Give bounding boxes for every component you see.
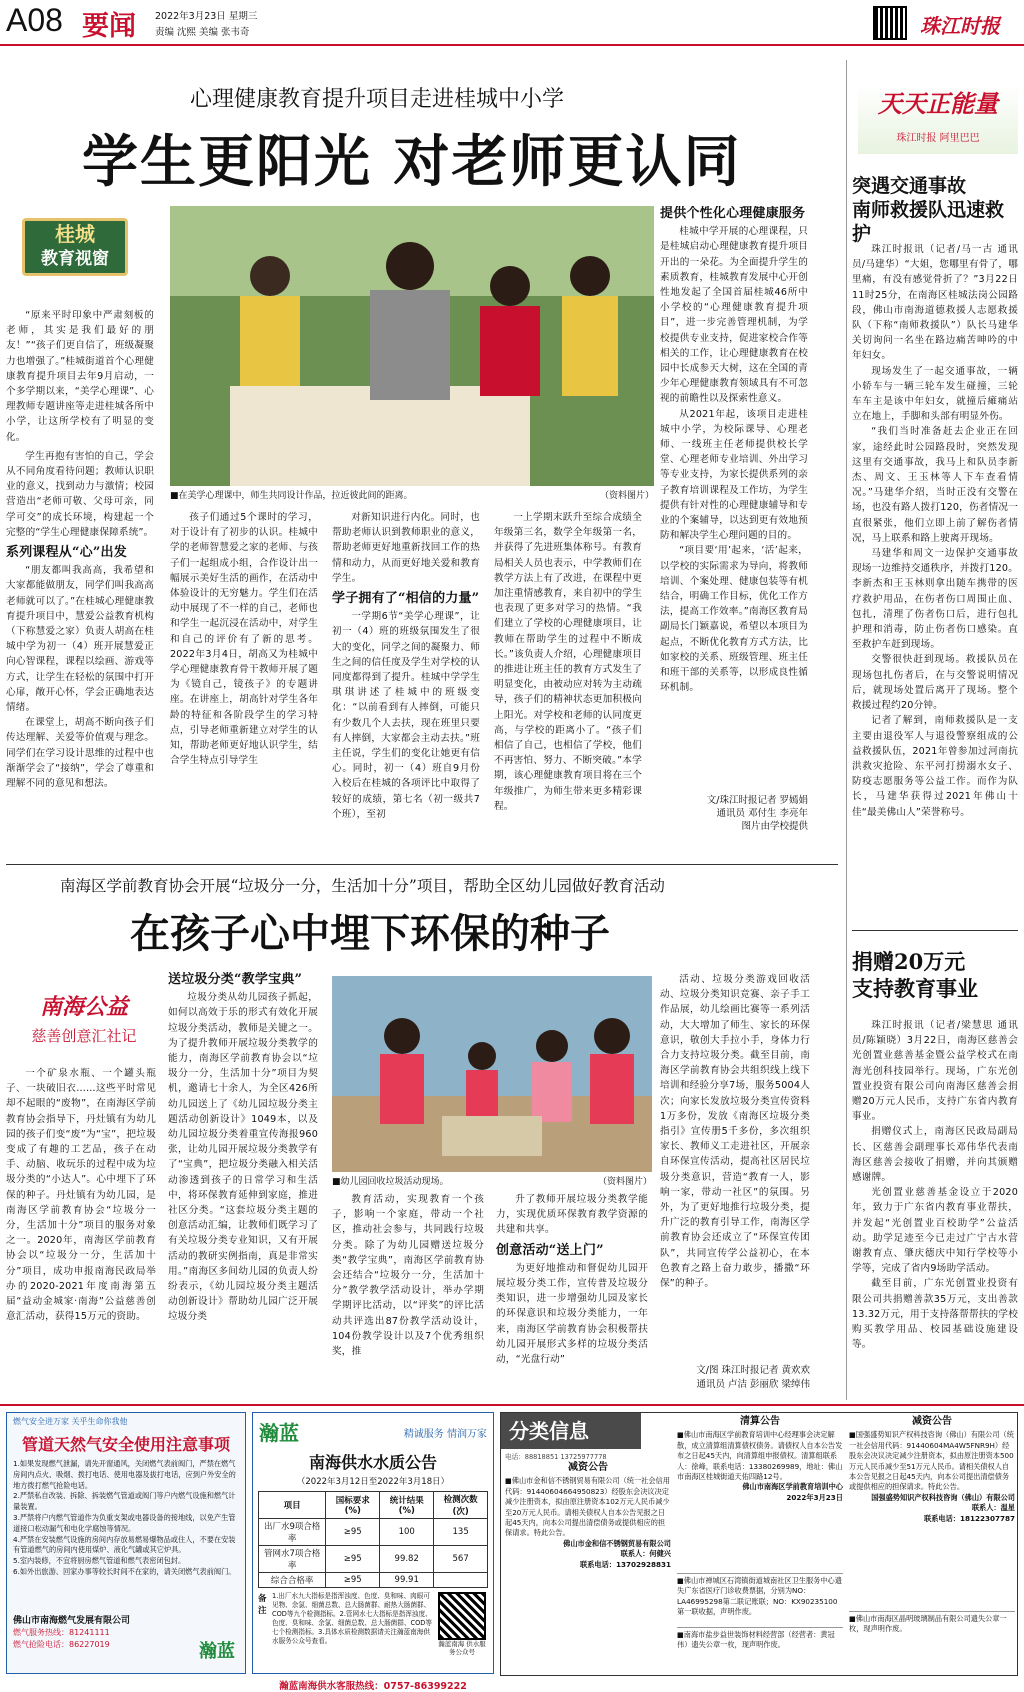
water-hotline: 瀚蓝南海供水客服热线：0757-86399222 — [279, 1681, 467, 1692]
story2-col2: 送垃圾分类“教学宝典” 垃圾分类从幼儿园孩子抓起，如何以高效于乐的形式有效化开展垃圾分类活动，教师是关键之一。为了提升教师开展垃圾分类教学的能力，南海区学前教育协会以“垃圾分一分，生活加十分”项目为契机，邀请七十余人，为全区426所幼儿园送上了《幼儿园垃圾分类主题活动创新设计》1049本，以及幼儿园垃圾分类着重宣传海报960张，让幼儿园开展垃圾分类教学有了“宝典”，把垃圾分类融入相关活动渗透到孩子的日常学习和生活中，将环保教育延伸到家庭，推进社区分类。“这套垃圾分类主题的创意活动汇编，让教师们既学习了有关垃圾分类专业知识，又有开展活动的教研实例指南，真是非常实用。”南海区多间幼儿园的负责人纷纷表示，《幼儿园垃圾分类主题活动创新设计》帮助幼儿园广泛开展垃圾分类 — [168, 972, 318, 1323]
story1-subhead-3: 提供个性化心理健康服务 — [660, 206, 806, 221]
classified-ad-company: 国强盛势知识产权科技咨询（佛山）有限公司 — [871, 1492, 1015, 1502]
positive-energy-banner — [858, 84, 1018, 154]
gas-item: 6.如外出旅游、回家办事等较长时间不在家的，请关闭燃气表前阀门。 — [13, 1566, 236, 1576]
accident-headline: 突遇交通事故 南师救援队迅速救护 — [852, 175, 1005, 245]
water-quality-ad — [252, 1412, 494, 1692]
right-column-divider — [846, 60, 847, 1400]
gas-item: 4.严禁在安装燃气设施的房间内存放易燃易爆物品或住人，不要在安装有管道燃气的房间内使用煤炉、液化气罐或其它炉具。 — [13, 1534, 236, 1555]
masthead-rule — [0, 44, 1024, 46]
water-table-header: 统计结果(%) — [380, 1492, 434, 1519]
story1-col1: “原来平时印象中严肃刻板的老师，其实是我们最好的朋友！”“孩子们更自信了，班级凝聚力也增强了。”桂城街道首个心理健康教育提升项目去年9月启动，一个多学期以来，“美学心理课”、心理教师专题讲座等走进桂城各所中小学，让这所学校有了明显的变化。 学生再抱有害怕的自己，学会从不同角度看待问题；教师认识职业的意义，找到动力与激情；校园营造出“老师可敬、父母可亲，同学可交”的成长环境，构建起一个完整的“学生心理健康保障系统”。 系列课程从“心”出发 “朋友都叫我高高，我希望和大家都能做朋友，同学们叫我高高老师就可以了。”在桂城心理健康教育提升项目中，慧爱公益教育机构（下称慧爱之家）负责人胡高在桂城中学为初一（4）班开展慧爱正向心智课程，课程以绘画、游戏等方式，让学生在轻松的氛围中打开心扉，敞开心怀，学会正确地表达情绪。 在课堂上，胡高不断向孩子们传达理解、关爱等价值观与理念。同学们在学习设计思维的过程中也渐渐学会了“接纳”，学会了尊重和理解不同的意见和想法。 — [6, 310, 154, 790]
water-period: （2022年3月12日至2022年3月18日） — [296, 1477, 450, 1487]
story2-subhead-2: 创意活动“送上门” — [496, 1242, 604, 1258]
classified-ad-title: 清算公告 — [740, 1416, 780, 1427]
story1-subhead-1: 系列课程从“心”出发 — [6, 545, 127, 561]
classified-ad-phone: 联系电话：18122307787 — [924, 1513, 1015, 1523]
gas-item: 5.室内装修，不宜将厨房燃气管道和燃气表密闭包封。 — [13, 1556, 186, 1566]
qr-code-icon — [438, 1592, 486, 1640]
story1-col2: 孩子们通过5个课时的学习，对于设计有了初步的认识。桂城中学的老师智慧爱之家的老师、与孩子们一起组成小组，合作设计出一幅展示美好生活的画作，在活动中体验设计的无穷魅力。学生们在活动中展现了不一样的自己，老师也和学生一起沉浸在活动中，对学生和自己的评价有了新的思考。2022年3月4日，胡高又为桂城中学心理健康教育骨干教师开展了题为《镜自己，镜孩子》的专题讲座。在讲座上，胡高针对学生各年龄的特征和各阶段学生的学习特点，引导老师重新建立对学生的认知，帮助老师更好地认识学生，结合学生特点引导学生 — [170, 512, 318, 767]
water-note-label: 备注 — [258, 1594, 267, 1616]
bottom-divider — [0, 1404, 1024, 1406]
water-table-cell: 99.82 — [380, 1546, 434, 1573]
water-table-header: 项目 — [259, 1492, 326, 1519]
gas-tag: 燃气安全进万家 关乎生命你我他 — [13, 1417, 128, 1426]
paper-logo: 珠江时报 — [920, 14, 1000, 38]
water-table-row — [259, 1519, 488, 1546]
gas-hotline-2: 燃气抢险电话：86227019 — [13, 1640, 110, 1649]
story1-headline: 学生更阳光 对老师更认同 — [82, 130, 742, 195]
gas-safety-ad — [6, 1412, 246, 1674]
kindergarten-photo-illustration — [332, 976, 652, 1172]
story-divider — [6, 864, 838, 865]
classified-section — [500, 1412, 1018, 1676]
water-table-cell: ≥95 — [326, 1573, 380, 1588]
gas-company: 佛山市南海燃气发展有限公司 — [13, 1616, 131, 1626]
story1-photo-caption: ■在美学心理课中，师生共同设计作品，拉近彼此间的距离。 （资料图片） — [170, 491, 654, 501]
story1-col4: 一上学期末跃升至综合成绩全年级第三名，数学全年级第一名，并获得了先进班集体称号。有教育局相关人员也表示，中学教师们在教学方法上有了改进，在课程中更加注重情感教育，来自初中的学生也表现了更多对学习的热情。“我们建立了学校的心理健康项目，让教师在帮助学生的过程中不断成长。”该负责人介绍，心理健康项目的推进让班主任的教育方式发生了明显变化，由被动应对转为主动疏导，孩子们的精神状态更加积极向上阳光。对学校和老师的认同度更高，与学校的距离小了。“孩子们相信了自己，也相信了学校，他们不再害怕、努力、不断突破。”本学期，该心理健康教育项目将在三个年级推广，为师生带来更多精彩课程。 — [494, 512, 642, 812]
lost-notice: ■佛山市南海区晶明玻璃制品有限公司遗失公章一枚，现声明作废。 — [849, 1611, 1015, 1635]
water-quality-table — [258, 1491, 488, 1588]
water-brand-logo: 瀚蓝 — [259, 1421, 299, 1445]
classroom-photo-illustration — [170, 206, 654, 486]
column-badge — [22, 218, 128, 276]
story1-subhead-2: 学子拥有了“相信的力量” — [332, 591, 480, 607]
donation-headline: 捐赠20万元 支持教育事业 — [852, 949, 978, 1001]
story2-photo — [332, 976, 652, 1172]
water-table-cell: 100 — [380, 1519, 434, 1546]
water-table-header: 检测次数(次) — [434, 1492, 488, 1519]
badge-line2: 教育视窗 — [41, 249, 109, 269]
classified-ad-contact: 联系人：何健兴 — [620, 1549, 671, 1559]
classified-phone: 电话：88818851 13725977778 — [505, 1453, 607, 1461]
story1-photo — [170, 206, 654, 486]
water-slogan: 精诚服务 情润万家 — [403, 1429, 487, 1440]
story1-kicker: 心理健康教育提升项目走进桂城中小学 — [190, 87, 565, 112]
classified-header — [501, 1413, 641, 1449]
water-table-cell: 135 — [434, 1519, 488, 1546]
classified-ad-title: 减资公告 — [912, 1416, 952, 1427]
accident-story: 珠江时报讯（记者/马一古 通讯员/马建华）“大姐，您哪里有骨了，哪里痛，有没有感觉骨折了？”3月22日11时25分，在南海区桂城法岗公园路段，佛山市南海道德救援人志愿救援队（下称“南师救援队”）队长马建华关切询问一名坐在路边痛苦呻吟的中年妇女。 现场发生了一起交通事故，一辆小轿车与一辆三轮车发生碰撞，三轮车车主是该中年妇女，就撞后瘫痛站立在地上，手脚和头部有明显外伤。 “我们当时准备赶去企业正在回家，途经此时公园路段时，突然发现这里有交通事故，我马上和队员李新杰、周文、王玉林等人下车查看情况。”马建华介绍，当时正没有交警在场，也没有路人拨打120，伤者情况一直很紧张，他们立即上前了解伤者情况，马上联系和路上驶离开现场。 马建华和周文一边保护交通事故现场一边维持交通秩序，并拨打120。李新杰和王玉林则拿出随车携带的医疗救护用品，在伤者伤口周围止血、包扎，清理了伤者伤口后，进行包扎护理和消毒，防止伤者伤口感染。直至救护车赶到现场。 交警很快赶到现场。救援队员在现场包扎伤者后，在与交警说明情况后，就现场处置后离开了现场。整个救援过程约20分钟。 记者了解到，南师救援队是一支主要由退役军人与退役警察组成的公益救援队伍，2021年曾参加过河南抗洪救灾抢险、东平河打捞溺水女子、防疫志愿服务等公益工作。而作为队长，马建华获得过2021年佛山十佳“最美佛山人”荣誉称号。 — [852, 244, 1018, 818]
classified-ad-text: ■佛山市南海区学前教育培训中心经理事会决定解散，成立清算组清算债权债务。请债权人自本公告发布之日起45天内，向清算组申报债权。清算组联系人：徐峰，联系电话：13380269989，地址：佛山市南海区桂城街道天佑四路12号。 — [677, 1430, 843, 1482]
story2-col3a: 教育活动，实现教育一个孩子，影响一个家庭，带动一个社区，推动社会参与，共同践行垃圾分类。除了为幼儿园赠送垃圾分类“教学宝典”，南海区学前教育协会还结合“垃圾分一分，生活加十分”教学教学活动设计，举办学期学期评比活动，以“评奖”的评比活动共评选出87份教学活动设计，104份教学设计以及7个优秀组织奖，推 — [332, 1194, 484, 1358]
right-column-rule — [852, 930, 1018, 931]
charity-logo — [14, 990, 154, 1052]
story1-col3: 对新知识进行内化。同时，也帮助老师认识到教师职业的意义，帮助老师更好地重新找回工作的热情和动力，从而更好地关爱和教育学生。 学子拥有了“相信的力量” 一学期6节“美学心理课”，让初一（4）班的班级氛围发生了很大的变化，同学之间的凝聚力、师生之间的信任度及学生对学校的认同度都得到了提升。桂城中学学生琪琪讲述了桂城中的班级变化：“以前看到有人摔倒，可能只有少数几个人去扶，现在班里只要有人摔倒，大家都会主动去扶。”班主任说，学生们的变化让她更有信心。同时，初一（4）班自9月份入校后在桂城的各项评比中取得了较好的成绩，第七名（初一级共7个班），至初 — [332, 512, 480, 820]
editors: 责编 沈熙 美编 张韦奇 — [155, 27, 250, 38]
water-table-cell: 综合合格率 — [259, 1573, 326, 1588]
story2-byline: 文/图 珠江时报记者 黄欢欢 通讯员 卢洁 彭丽欣 梁绰伟 — [696, 1365, 810, 1390]
banner-title: 天天正能量 — [878, 89, 998, 118]
charity-logo-line1: 南海公益 — [39, 994, 128, 1020]
water-table-cell: 管网水7项合格率 — [259, 1546, 326, 1573]
water-table-row — [259, 1546, 488, 1573]
story2-kicker: 南海区学前教育协会开展“垃圾分一分，生活加十分”项目，帮助全区幼儿园做好教育活动 — [60, 877, 665, 895]
water-qr-label: 瀚蓝南海 供水服务公众号 — [438, 1640, 486, 1656]
classified-ad-text: ■佛山市金和信不锈钢贸易有限公司（统一社会信用代码：91440604664950823）经股东会决议决定减少注册资本，拟由原注册资本102万元人民币减少至20万元人民币。请相关债权人自本公告见报之日起45天内，向本公司提出清偿债务或提供相应的担保请求。特此公告。 — [505, 1476, 670, 1538]
lost-notice: ■佛山市禅城区石湾镇街道城南社区卫生服务中心遗失广东省医疗门诊收费票据，分别为NO：LA46995298第二联记账联；NO：KX90235100第一联收据，声明作废。 — [677, 1573, 843, 1618]
lost-notice: ■南海市盐步益世装饰材料经营部（经营者：黄冠伟）遗失公章一枚，现声明作废。 — [677, 1627, 843, 1651]
gas-item: 2.严禁私自改装、拆除、拆装燃气管道或阀门等户内燃气设施和燃气计量装置。 — [13, 1491, 236, 1512]
classified-ad — [677, 1417, 843, 1503]
classified-ad-date: 2022年3月23日 — [786, 1492, 843, 1502]
classified-ad-phone: 联系电话：13702928831 — [580, 1559, 671, 1569]
water-table-cell — [434, 1573, 488, 1588]
issue-date: 2022年3月23日 星期三 — [155, 11, 258, 22]
story2-photo-caption: ■幼儿园回收垃圾活动现场。 （资料图片） — [332, 1177, 652, 1187]
story1-col5: 提供个性化心理健康服务 桂城中学开展的心理课程，只是桂城启动心理健康教育提升项目开出的一朵花。为全面提升学生的素质教育，桂城教育发展中心开创性地发起了全国首届桂城46所中小学校的“心理健康教育提升项目”，进一步完善管理机制，为学校提供专业支持，促进家校合作等相关的工作，让心理健康教育在校园中长成参天大树，这在全国的青少年心理健康教育领域具有不可忽视的前瞻性以及探索性意义。 从2021年起，该项目走进桂城中小学，为校际课导、心理老师、一线班主任老师提供校长学堂、心理老师专业培训、外出学习等专业支持，为家长提供系列的亲子教育培训课程及工作坊，为学生提供有针对性的心理健康辅导和专业的个案辅导，以达到更有效地预防和解决学生心理问题的目的。 “项目要‘用’起来，‘活’起来，以学校的实际需求为导向，将教师培训、个案处理、健康包装等有机结合，明确工作目标，优化工作方法，提高工作效率。”南海区教育局副局长门颖嘉说，希望以本项目为起点，不断优化教育方式方法，比如家校的关系、班级管理、班主任和班干部的关系等，以形成良性循环机制。 — [660, 206, 808, 694]
gas-items-list — [7, 1459, 245, 1609]
water-table-cell: ≥95 — [326, 1546, 380, 1573]
water-table-cell: ≥95 — [326, 1519, 380, 1546]
classified-ad-contact: 联系人：温星 — [971, 1503, 1015, 1513]
water-title: 南海供水水质公告 — [308, 1453, 437, 1472]
classified-title: 分类信息 — [509, 1419, 589, 1443]
water-table-cell: 567 — [434, 1546, 488, 1573]
classified-ad-company: 佛山市金和信不锈钢贸易有限公司 — [563, 1538, 671, 1548]
gas-item: 3.严禁将户内燃气管道作为负重支架或电器设备的接地线，以免产生管道接口松动漏气和电化学腐蚀等情况。 — [13, 1512, 236, 1533]
classified-ad-text: ■国强盛势知识产权科技咨询（佛山）有限公司（统一社会信用代码：91440604MA4W5FNR9H）经股东会决议决定减少注册资本，拟由原注册资本500万元人民币减少至51万元人民币。请相关债权人自本公告见报之日起45天内，向本公司提出清偿债务或提供相应的担保请求。特此公告。 — [849, 1430, 1014, 1492]
water-table-cell: 99.91 — [380, 1573, 434, 1588]
charity-logo-line2: 慈善创意汇社记 — [31, 1027, 137, 1045]
story2-subhead-1: 送垃圾分类“教学宝典” — [168, 972, 303, 987]
page-number: A08 — [6, 2, 63, 38]
masthead — [0, 0, 1024, 44]
story2-col4: 活动、垃圾分类游戏回收活动、垃圾分类知识竞赛、亲子手工作品展，幼儿绘画比赛等一系列活动，大大增加了师生、家长的环保意识，敬创大手拉小手，身体力行合力支持垃圾分类。截至目前，南海区学前教育协会共组织线上线下培训和经验分享7场，服务5004人次；向家长发放垃圾分类宣传资料1万多份，发放《南海区垃圾分类指引》宣传册5千多份，多次组织家长、教师义工走进社区，开展亲自环保宣传活动，提高社区居民垃圾分类意识，营造“教育一人，影响一家，带动一社区”的氛围。另外，为了更好地推行垃圾分类，提升广泛的教育引导工作，南海区学前教育协会还成立了“环保宣传团队”，共同宣传学公益初心，在本色教育之路上奋力敢步，播撒“环保”的种子。 — [660, 974, 810, 1290]
classified-ad-title: 减资公告 — [568, 1462, 608, 1473]
section-name: 要闻 — [82, 11, 136, 42]
story1-byline: 文/珠江时报记者 罗嫣娟 通讯员 邓付生 李亮年 图片由学校提供 — [706, 795, 808, 832]
water-table-header: 国标要求(%) — [326, 1492, 380, 1519]
gas-item: 1.如果发现燃气泄漏，请先开窗通风，关闭燃气表前阀门，严禁在燃气房间内点火、吸烟、拨打电话、使用电器及拔打电话，应到户外安全的地方拨打燃气抢险电话。 — [13, 1459, 236, 1490]
donation-story: 珠江时报讯（记者/梁慧思 通讯员/陈颖晓）3月22日，南海区慈善会光创置业慈善基金暨公益学校式在南海光创科技园举行。现场，广东光创置业投资有限公司向南海区慈善会捐赠20万元人民币，支持广东省内教育事业。 捐赠仪式上，南海区民政局副局长、区慈善会副理事长邓伟华代表南海区慈善会接收了捐赠，并向其颁赠感谢牌。 光创置业慈善基金设立于2020年，致力于广东省内教育事业帮扶，并发起“光创置业百校助学”公益活动。助学足迹至今已走过广宁古水营谢教育点、肇庆德庆中知行学校等小学等，完成了省内9场助学活动。 截至目前，广东光创置业投资有限公司共捐赠善款35万元，支出善款13.32万元，用于支持落帮帮扶的学校购买教学用品、校园基础设施建设等。 — [852, 1020, 1018, 1351]
classified-ad — [849, 1417, 1015, 1524]
water-notes: 1.出厂水九大指标是指浑浊度、色度、臭和味、肉眼可见物、余氯、细菌总数、总大肠菌群、耐热大肠菌群、COD等九个检测指标。2.管网水七大指标是指浑浊度、色度、臭和味、余氯、细菌总数、总大肠菌群、COD等七个检测指标。3.具体水质检测数据请关注瀚蓝南海供水服务公众号查看。 — [272, 1592, 432, 1645]
water-table-cell: 出厂水9项合格率 — [259, 1519, 326, 1546]
classified-ad-company: 佛山市南海区学前教育培训中心 — [742, 1482, 843, 1492]
water-table-row — [259, 1573, 488, 1588]
banner-sub: 珠江时报 阿里巴巴 — [896, 133, 980, 144]
classified-ad — [505, 1463, 671, 1570]
badge-line1: 桂城 — [55, 222, 95, 246]
gas-brand-logo: 瀚蓝 — [199, 1641, 235, 1662]
gas-hotline-1: 燃气服务热线：81241111 — [13, 1628, 110, 1637]
story2-headline: 在孩子心中埋下环保的种子 — [130, 911, 610, 957]
story2-col1: 一个矿泉水瓶、一个罐头瓶子、一块破旧衣……这些平时常见却不起眼的“废物”，在南海区学前教育协会指导下，丹灶镇有为幼儿园的孩子们变“废”为“宝”，把垃圾变成了有趣的工艺品，孩子在动手、动脑、收玩乐的过程中成为垃圾分类的“小达人”。心中埋下了环保的种子。丹灶镇有为幼儿园，是南海区学前教育协会“垃圾分一分，生活加十分”项目的服务对象之一。2020年，南海区学前教育协会以“垃圾分一分，生活加十分”项目，成功申报南海民政局举办的2020-2021年度南海第五届“益动金城家·南海”公益慈善创意汇活动，获得15万元的资助。 — [6, 1068, 156, 1323]
story2-col3b: 升了教师开展垃圾分类教学能力，实现优质环保教育教学资源的共建和共享。 创意活动“送上门” 为更好地推动和督促幼儿园开展垃圾分类工作，宣传普及垃圾分类知识，进一步增强幼儿园及家长的环保意识和垃圾分类能力，一年来，南海区学前教育协会积极帮扶幼儿园开展形式多样的垃圾分类活动，“光盘行动” — [496, 1194, 648, 1366]
gas-title: 管道天然气安全使用注意事项 — [21, 1435, 230, 1454]
qr-code-icon — [873, 6, 907, 40]
